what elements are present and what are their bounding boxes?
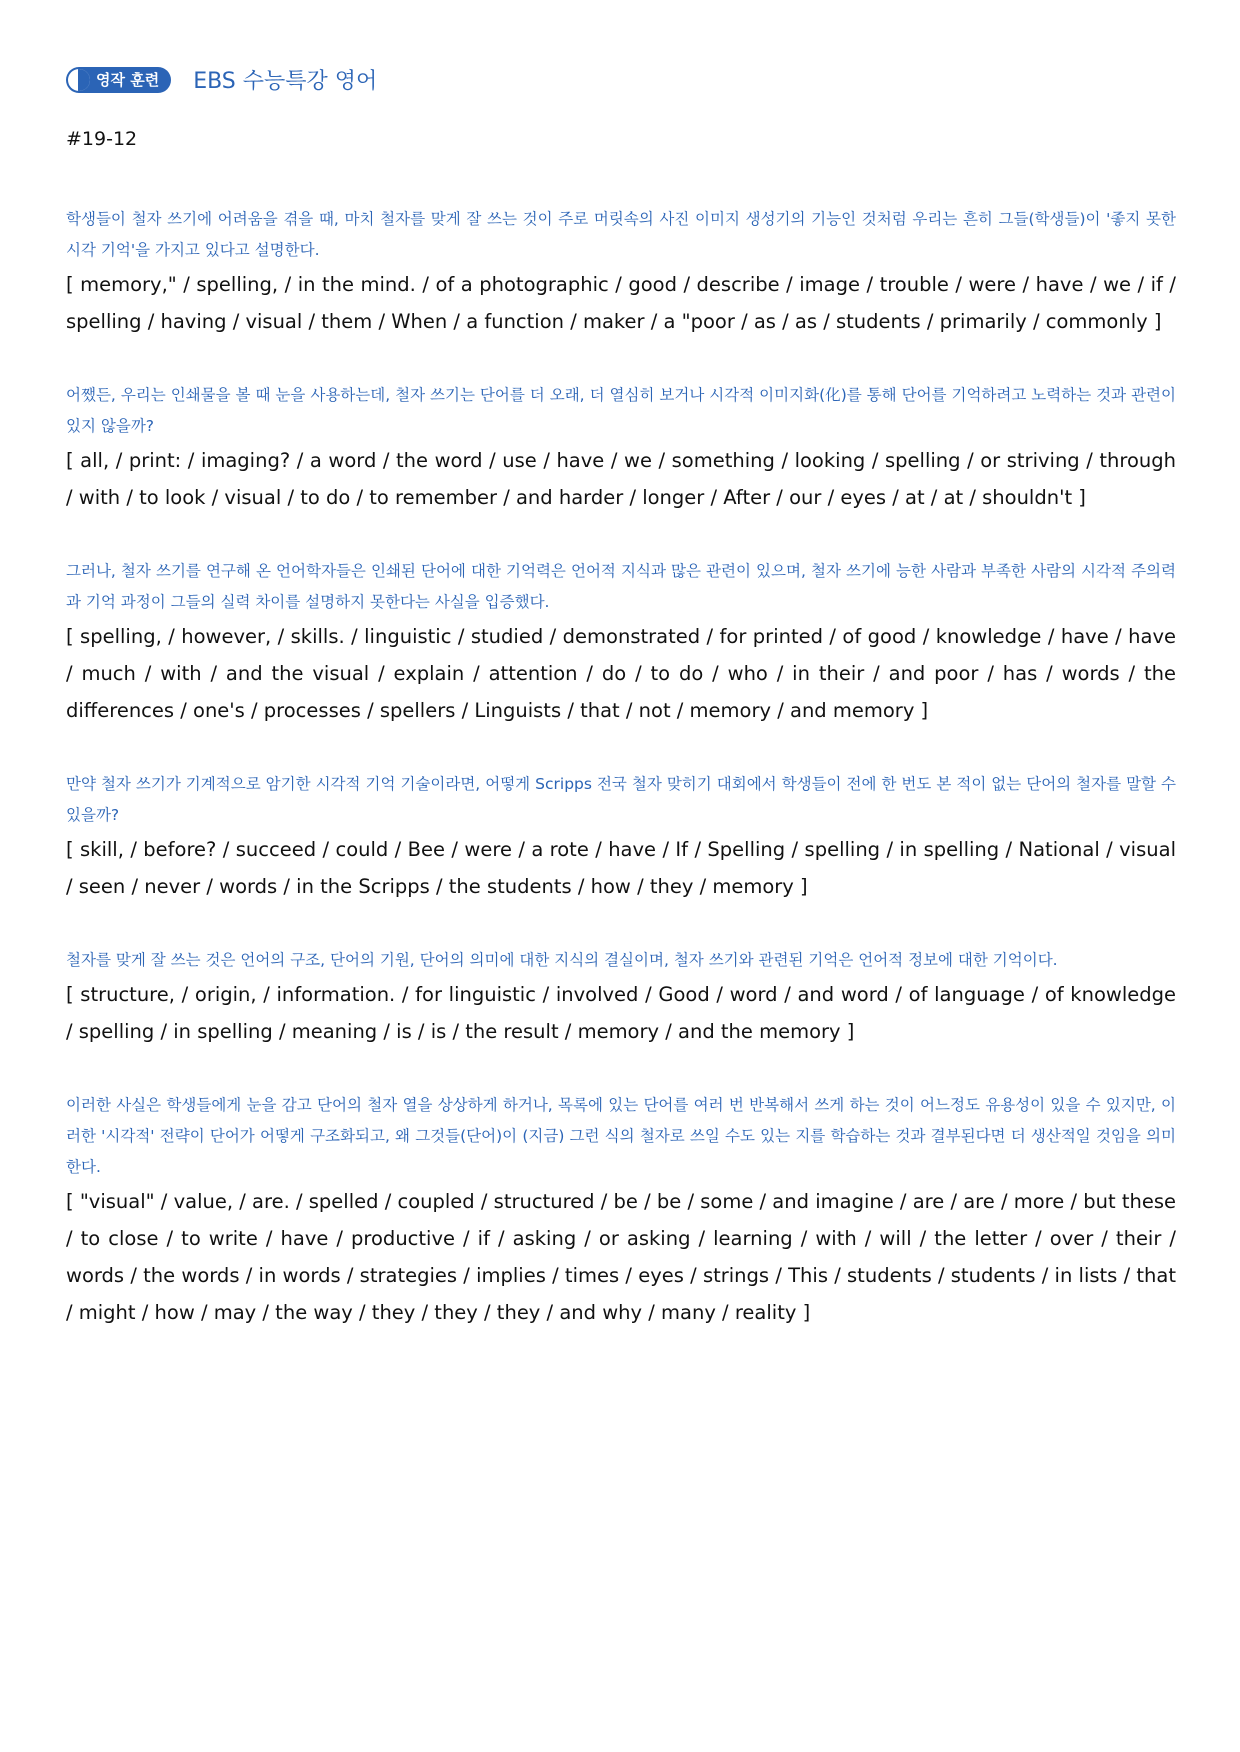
korean-sentence: 어쨌든, 우리는 인쇄물을 볼 때 눈을 사용하는데, 철자 쓰기는 단어를 더 오래, 더 열심히 보거나 시각적 이미지화(化)를 통해 단어를 기억하려고 노력하는 것과 관련이 있지 않을까? — [66, 386, 1176, 435]
exercise-item — [66, 556, 1176, 729]
korean-sentence: 학생들이 철자 쓰기에 어려움을 겪을 때, 마치 철자를 맞게 잘 쓰는 것이 주로 머릿속의 사진 이미지 생성기의 기능인 것처럼 우리는 흔히 그들(학생들)이 '좋지 못한 시각 기억'을 가지고 있다고 설명한다. — [66, 210, 1176, 259]
korean-sentence: 그러나, 철자 쓰기를 연구해 온 언어학자들은 인쇄된 단어에 대한 기억력은 언어적 지식과 많은 관련이 있으며, 철자 쓰기에 능한 사람과 부족한 사람의 시각적 주의력과 기억 과정이 그들의 실력 차이를 설명하지 못한다는 사실을 입증했다. — [66, 562, 1176, 611]
exercise-badge — [66, 67, 171, 93]
word-scramble: [ spelling, / however, / skills. / linguistic / studied / demonstrated / for printed / of good / knowledge / have / have / much / with / and the visual / explain / attention / do / to do / who / in their / and poor / has / words / the differences / one's / processes / spellers / Linguists / that / not / memory / and memory ] — [66, 625, 1176, 722]
half-circle-icon — [68, 69, 90, 91]
korean-sentence: 이러한 사실은 학생들에게 눈을 감고 단어의 철자 열을 상상하게 하거나, 목록에 있는 단어를 여러 번 반복해서 쓰게 하는 것이 어느정도 유용성이 있을 수 있지만, 이러한 '시각적' 전략이 단어가 어떻게 구조화되고, 왜 그것들(단어)이 (지금) 그런 식의 철자로 쓰일 수도 있는 지를 학습하는 것과 결부된다면 더 생산적일 것임을 의미한다. — [66, 1096, 1176, 1176]
exercise-item — [66, 1090, 1176, 1331]
exercise-item — [66, 380, 1176, 516]
page-title: EBS 수능특강 영어 — [193, 69, 378, 94]
korean-sentence: 철자를 맞게 잘 쓰는 것은 언어의 구조, 단어의 기원, 단어의 의미에 대한 지식의 결실이며, 철자 쓰기와 관련된 기억은 언어적 정보에 대한 기억이다. — [66, 951, 1058, 969]
word-scramble: [ memory," / spelling, / in the mind. / of a photographic / good / describe / image / trouble / were / have / we / if / spelling / having / visual / them / When / a function / maker / a "poor / as / as / students / primarily / commonly ] — [66, 273, 1176, 333]
badge-label: 영작 훈련 — [96, 71, 160, 89]
word-scramble: [ all, / print: / imaging? / a word / the word / use / have / we / something / looking / spelling / or striving / through / with / to look / visual / to do / to remember / and harder / longer / After / our / eyes / at / at / shouldn't ] — [66, 449, 1176, 509]
word-scramble: [ "visual" / value, / are. / spelled / coupled / structured / be / be / some / and imagine / are / are / more / but these / to close / to write / have / productive / if / asking / or asking / learning / with / will / the letter / over / their / words / the words / in words / strategies / implies / times / eyes / strings / This / students / students / in lists / that / might / how / may / the way / they / they / they / and why / many / reality ] — [66, 1190, 1176, 1324]
exercise-item — [66, 945, 1176, 1050]
problem-id: #19-12 — [66, 128, 138, 150]
exercise-item — [66, 769, 1176, 905]
exercise-list — [66, 204, 1176, 1371]
page-header — [66, 64, 377, 95]
word-scramble: [ structure, / origin, / information. / for linguistic / involved / Good / word / and word / of language / of knowledge / spelling / in spelling / meaning / is / is / the result / memory / and the memory ] — [66, 983, 1176, 1043]
korean-sentence: 만약 철자 쓰기가 기계적으로 암기한 시각적 기억 기술이라면, 어떻게 Scripps 전국 철자 맞히기 대회에서 학생들이 전에 한 번도 본 적이 없는 단어의 철자를 말할 수 있을까? — [66, 775, 1176, 824]
word-scramble: [ skill, / before? / succeed / could / Bee / were / a rote / have / If / Spelling / spelling / in spelling / National / visual / seen / never / words / in the Scripps / the students / how / they / memory ] — [66, 838, 1176, 898]
exercise-item — [66, 204, 1176, 340]
